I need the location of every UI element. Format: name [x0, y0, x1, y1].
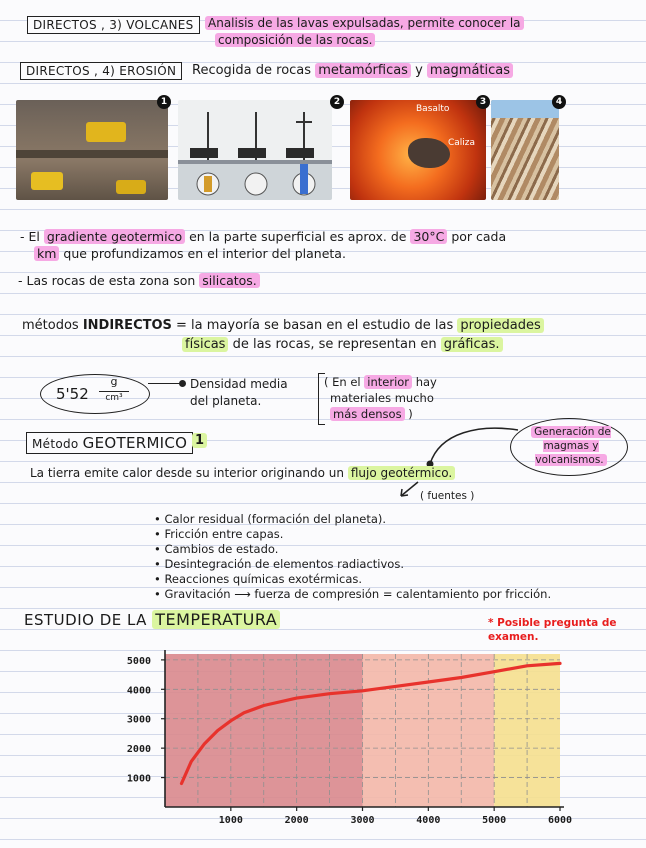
- drilling-diagram: [178, 100, 332, 200]
- cause-item: • Cambios de estado.: [154, 542, 620, 557]
- densidad-unit-den: cm³: [105, 393, 123, 403]
- x-tick-label: 1000: [218, 815, 243, 826]
- indirectos-text-d: de las rocas, se representan en: [228, 337, 441, 352]
- metodo-label-b: GEOTERMICO: [82, 434, 188, 452]
- erosion-text-mid: y: [410, 63, 427, 78]
- gradiente-hl-30c: 30°C: [410, 229, 447, 244]
- geotermico-badge: 1: [192, 433, 207, 448]
- fraction-bar: [99, 391, 129, 392]
- badge-4: 4: [552, 95, 566, 109]
- estudio-title-b: TEMPERATURA: [152, 610, 280, 629]
- densidad-label-line2: del planeta.: [190, 394, 262, 408]
- gravitacion-result: fuerza de compresión = calentamiento por fricción.: [254, 587, 552, 601]
- truck-shape: [86, 122, 126, 142]
- gradiente-text-b: en la parte superficial es aprox. de: [185, 229, 411, 244]
- silicatos-hl: silicatos.: [199, 273, 260, 288]
- lava-photo: [350, 100, 486, 200]
- bubble-text: [526, 425, 616, 467]
- temperature-chart: [0, 640, 646, 840]
- gradiente-text-c: por cada: [447, 229, 507, 244]
- estudio-title: [24, 610, 280, 629]
- silicatos-text: - Las rocas de esta zona son: [18, 273, 200, 288]
- x-tick-label: 6000: [547, 815, 573, 826]
- label-basalto: Basalto: [416, 104, 450, 114]
- erosion-text: [192, 62, 513, 79]
- densidad-note-line2: materiales mucho: [330, 391, 434, 405]
- indirectos-text-c: = la mayoría se basan en el estudio de las: [171, 318, 458, 333]
- cause-item: [154, 587, 620, 602]
- volcanes-text-line1: Analisis de las lavas expulsadas, permite conocer la: [205, 16, 524, 30]
- silicatos-note: [18, 272, 260, 289]
- densidad-note-c: ): [404, 407, 413, 421]
- y-tick-label: 3000: [126, 714, 151, 726]
- strata-photo: [491, 100, 559, 200]
- badge-3: 3: [476, 95, 490, 109]
- densidad-label: [190, 376, 288, 410]
- bubble-connector: [420, 422, 520, 470]
- densidad-value: 5'52: [56, 385, 89, 403]
- gradiente-text-d: que profundizamos en el interior del planeta.: [59, 246, 346, 261]
- densidad-note-hl: interior: [364, 375, 412, 389]
- road-shape: [16, 150, 168, 158]
- gradiente-text-a: - El: [20, 229, 44, 244]
- badge-1: 1: [157, 95, 171, 109]
- estudio-title-a: ESTUDIO DE LA: [24, 611, 153, 629]
- rock-shape: [408, 138, 450, 168]
- y-tick-label: 5000: [126, 655, 151, 667]
- exam-note: * Posible pregunta de examen.: [488, 617, 617, 643]
- badge-2: 2: [330, 95, 344, 109]
- fuentes-arrow-icon: [396, 480, 422, 500]
- densidad-note-hl2: más densos: [330, 407, 405, 421]
- y-tick-label: 1000: [126, 773, 151, 785]
- erosion-hl-metamorficas: metamórficas: [315, 63, 411, 78]
- cause-item: • Fricción entre capas.: [154, 527, 620, 542]
- cause-item: • Desintegración de elementos radiactivos.: [154, 557, 620, 572]
- densidad-unit-num: g: [110, 375, 118, 388]
- gradiente-hl: gradiente geotermico: [44, 229, 185, 244]
- long-arrow-icon: ⟶: [234, 587, 251, 601]
- x-tick-label: 4000: [416, 815, 441, 826]
- flujo-line: [30, 465, 455, 482]
- directos-erosion-label: DIRECTOS , 4) EROSIÓN: [20, 62, 182, 80]
- densidad-label-line1: Densidad media: [190, 377, 288, 391]
- densidad-note: [324, 374, 437, 422]
- label-caliza: Caliza: [448, 138, 476, 148]
- fuentes-label: ( fuentes ): [420, 490, 475, 502]
- metodo-label-a: Método: [32, 437, 83, 451]
- x-tick-label: 2000: [284, 815, 309, 826]
- indirectos-keyword: INDIRECTOS: [82, 318, 172, 333]
- x-tick-label: 5000: [482, 815, 507, 826]
- causes-list: [140, 512, 620, 602]
- volcanes-text: [205, 15, 635, 49]
- volcanes-text-line2: composición de las rocas.: [215, 33, 375, 47]
- densidad-note-b: hay: [412, 375, 437, 389]
- cause-item: • Reacciones químicas exotérmicas.: [154, 572, 620, 587]
- sky-shape: [491, 100, 559, 118]
- gradiente-hl-km: km: [34, 246, 59, 261]
- flujo-hl: flujo geotérmico.: [348, 466, 455, 480]
- erosion-hl-magmaticas: magmáticas: [427, 63, 513, 78]
- mining-photo: [16, 100, 168, 200]
- x-tick-label: 3000: [350, 815, 375, 826]
- cause-item: • Calor residual (formación del planeta).: [154, 512, 620, 527]
- gravitacion-label: Gravitación: [164, 587, 231, 601]
- truck-shape: [116, 180, 146, 194]
- indirectos-hl-propiedades: propiedades: [457, 318, 543, 333]
- drilling-diagram-svg: [178, 100, 332, 200]
- indirectos-hl-fisicas: físicas: [182, 337, 228, 352]
- indirectos-text: [22, 316, 622, 354]
- y-tick-label: 4000: [126, 685, 151, 697]
- flujo-text: La tierra emite calor desde su interior originando un: [30, 466, 348, 480]
- metodo-geotermico-label: [26, 432, 193, 454]
- densidad-note-a: ( En el: [324, 375, 365, 389]
- gradiente-note: [20, 228, 620, 262]
- bubble-text-hl: Generación de magmas y volcanismos.: [531, 426, 611, 466]
- truck-shape: [31, 172, 63, 190]
- indirectos-text-a: métodos: [22, 318, 83, 333]
- densidad-arrow-line: [148, 383, 182, 384]
- erosion-text-pre: Recogida de rocas: [192, 63, 316, 78]
- arrow-dot-icon: [179, 380, 186, 387]
- y-tick-label: 2000: [126, 744, 151, 756]
- directos-volcanes-label: DIRECTOS , 3) VOLCANES: [27, 16, 200, 34]
- indirectos-hl-graficas: gráficas.: [441, 337, 503, 352]
